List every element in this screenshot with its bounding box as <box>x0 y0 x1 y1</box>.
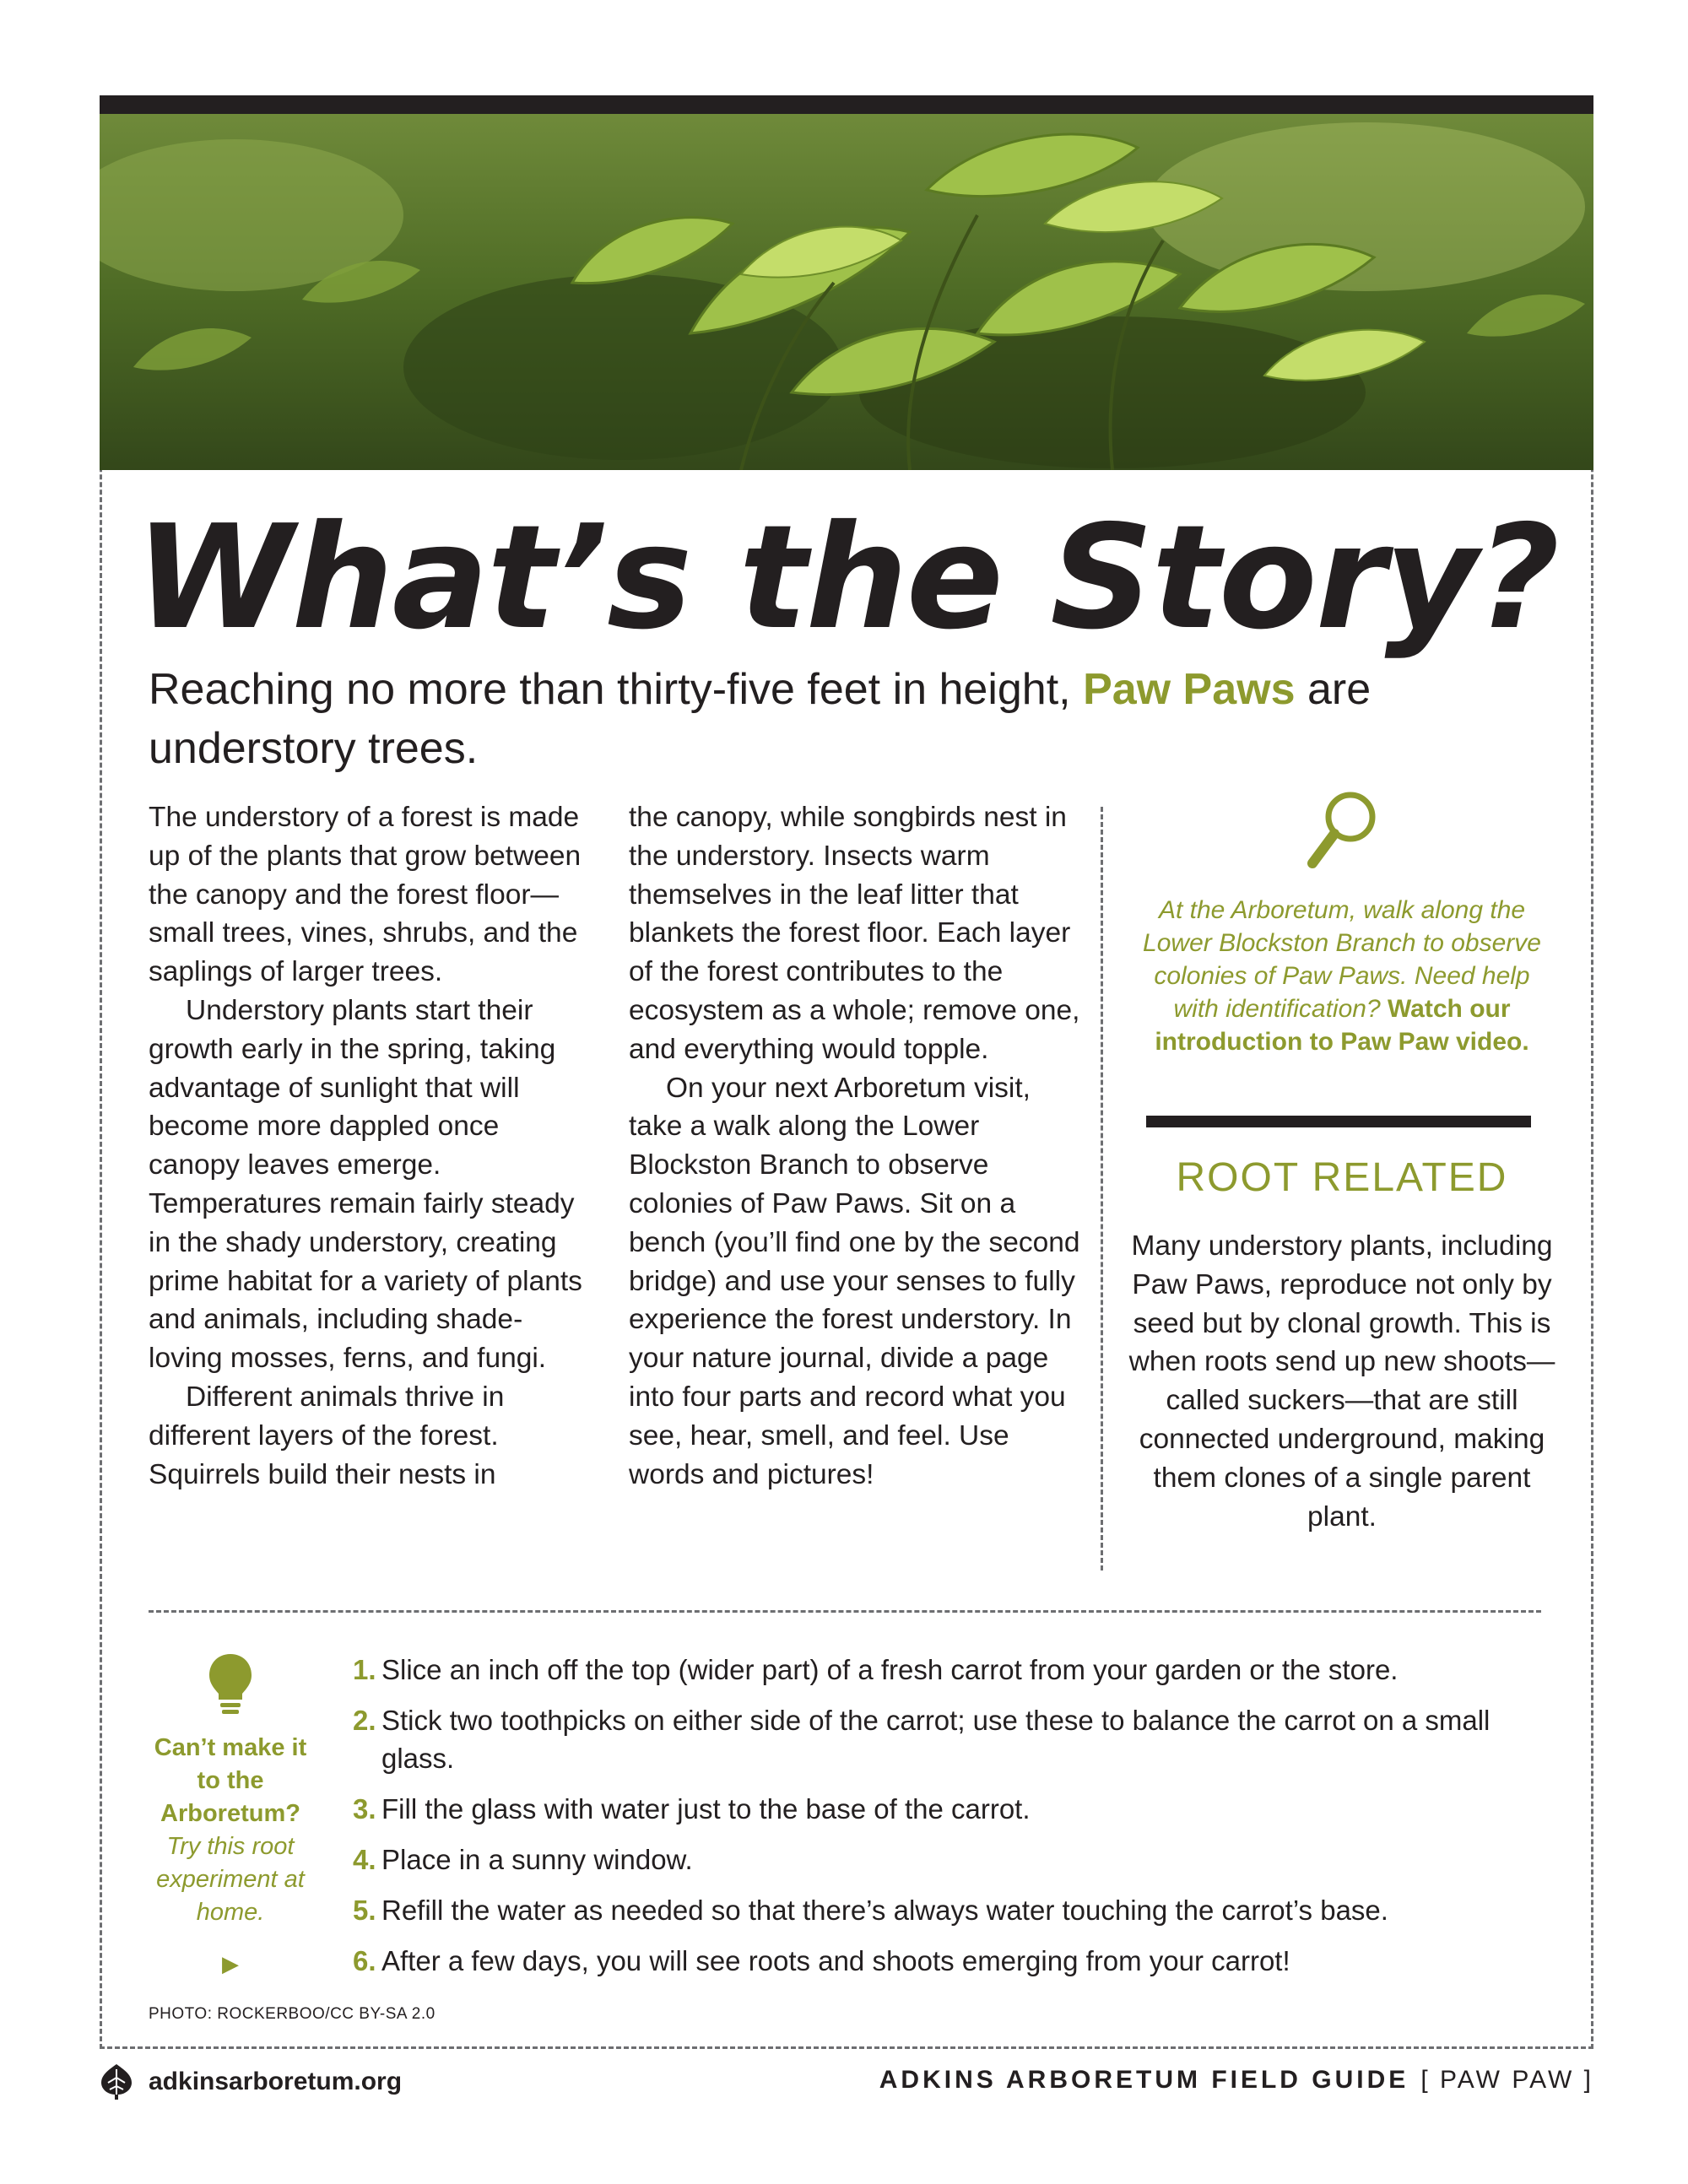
leaf-logo-icon <box>100 2062 133 2101</box>
step-5 <box>353 1891 1551 1929</box>
step-3 <box>353 1790 1551 1828</box>
column-divider <box>1101 807 1103 1570</box>
step-text: Stick two toothpicks on either side of the carrot; use these to balance the carrot on a small glass. <box>381 1705 1491 1774</box>
paragraph: Different animals thrive in different layers of the forest. Squirrels build their nests in <box>149 1381 505 1490</box>
step-text: Refill the water as needed so that there’s always water touching the carrot’s base. <box>381 1895 1388 1926</box>
experiment-prompt: Can’t make it to the Arboretum? <box>154 1734 307 1827</box>
lead-text-end: are understory trees. <box>149 665 1372 773</box>
step-number: 2. <box>353 1705 376 1736</box>
tip-body: At the Arboretum, walk along the Lower Blockston Branch to observe colonies of Paw Paws. Need help with identification? <box>1143 896 1541 1023</box>
footer-guide-label <box>879 2066 1593 2095</box>
field-guide-subject: [ PAW PAW ] <box>1420 2066 1593 2094</box>
sidebar-divider-bar <box>1146 1116 1531 1127</box>
step-text: After a few days, you will see roots and shoots emerging from your carrot! <box>381 1945 1290 1976</box>
root-related-body: Many understory plants, including Paw Paws, reproduce not only by seed but by clonal growth. This is when roots send up new shoots—called suckers—that are still connected underground, making them clones of a single parent plant. <box>1128 1230 1555 1533</box>
foliage-illustration <box>100 114 1593 470</box>
website-link[interactable]: adkinsarboretum.org <box>149 2068 403 2095</box>
field-guide-title: ADKINS ARBORETUM FIELD GUIDE <box>879 2066 1409 2094</box>
top-bar <box>100 95 1593 114</box>
paragraph: The understory of a forest is made up of the plants that grow between the canopy and the forest floor—small trees, vines, shrubs, and the saplings of larger trees. <box>149 802 582 988</box>
step-text: Slice an inch off the top (wider part) of a fresh carrot from your garden or the store. <box>381 1654 1399 1685</box>
experiment-subprompt: Try this root experiment at home. <box>156 1833 305 1926</box>
section-divider <box>149 1610 1541 1613</box>
step-6 <box>353 1942 1551 1980</box>
sidebar-tip <box>1131 789 1553 1058</box>
paragraph: Understory plants start their growth early in the spring, taking advantage of sunlight that will become more dappled once canopy leaves emerge. Temperatures remain fairly steady in the shady understory, creating prime habitat for a variety of plants and animals, including shade-loving mosses, ferns, and fungi. <box>149 994 582 1375</box>
body-column-2 <box>629 798 1085 1494</box>
page-title: What’s the Story? <box>134 495 1558 662</box>
step-2 <box>353 1701 1551 1777</box>
root-related-heading: ROOT RELATED <box>1176 1155 1508 1200</box>
lightbulb-icon <box>207 1652 254 1716</box>
step-4 <box>353 1841 1551 1879</box>
step-text: Fill the glass with water just to the base of the carrot. <box>381 1793 1031 1825</box>
step-text: Place in a sunny window. <box>381 1844 693 1875</box>
step-number: 4. <box>353 1844 376 1875</box>
photo-credit: PHOTO: ROCKERBOO/CC BY-SA 2.0 <box>149 2005 436 2023</box>
magnifying-glass-icon <box>1304 789 1380 873</box>
lead-text-start: Reaching no more than thirty-five feet in height, <box>149 665 1084 714</box>
lead-sentence <box>149 660 1533 778</box>
footer-website <box>100 2061 402 2103</box>
step-number: 6. <box>353 1945 376 1976</box>
paragraph: On your next Arboretum visit, take a walk along the Lower Blockston Branch to observe colonies of Paw Paws. Sit on a bench (you’ll find one by the second bridge) and use your senses to fully experience the forest understory. In your nature journal, divide a page into four parts and record what you see, hear, smell, and feel. Use words and pictures! <box>629 1072 1080 1490</box>
video-link[interactable]: Watch our introduction to Paw Paw video. <box>1155 995 1529 1056</box>
body-column-1 <box>149 798 596 1494</box>
tip-text <box>1131 894 1553 1058</box>
step-number: 5. <box>353 1895 376 1926</box>
step-number: 1. <box>353 1654 376 1685</box>
arrow-right-icon: ▶ <box>222 1951 239 1976</box>
experiment-steps <box>353 1651 1551 1992</box>
experiment-callout <box>142 1652 319 1977</box>
step-number: 3. <box>353 1793 376 1825</box>
step-1 <box>353 1651 1551 1689</box>
paragraph: the canopy, while songbirds nest in the understory. Insects warm themselves in the leaf litter that blankets the forest floor. Each layer of the forest contributes to the ecosystem as a whole; remove one, and everything would topple. <box>629 802 1080 1065</box>
header-photo-paw-paw-leaves <box>100 114 1593 470</box>
lead-highlight-paw-paws: Paw Paws <box>1083 665 1296 714</box>
